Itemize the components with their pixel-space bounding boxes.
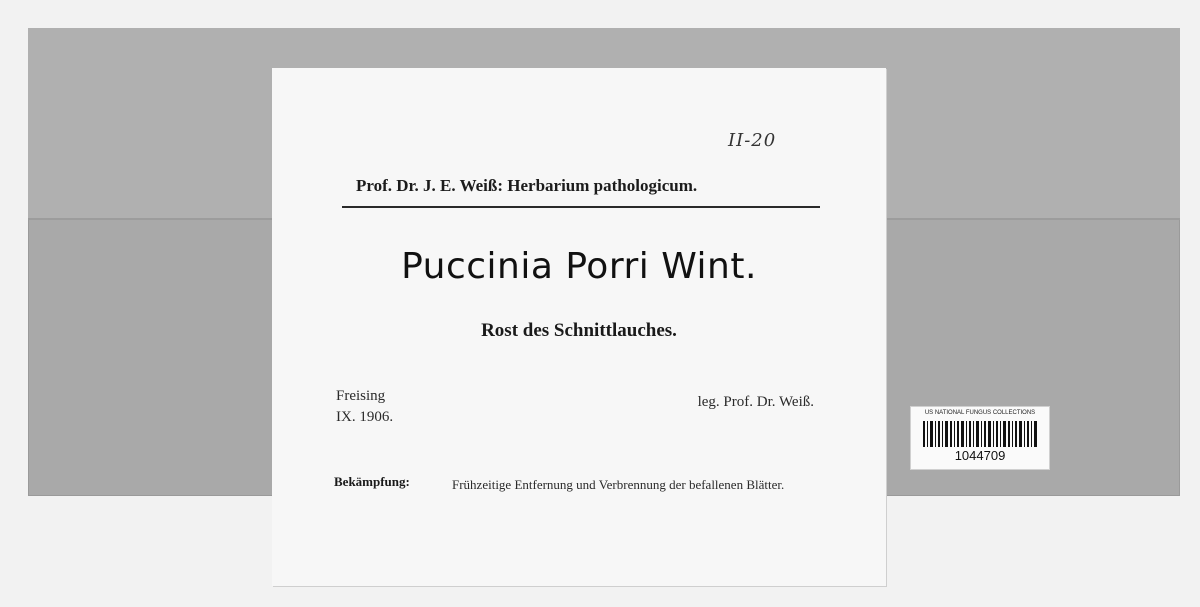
barcode-number: 1044709 (954, 448, 1006, 463)
handwritten-note: II-20 (728, 130, 777, 151)
control-label: Bekämpfung: (334, 474, 410, 489)
barcode-label (910, 406, 1050, 470)
control-text: Frühzeitige Entfernung und Verbrennung der befallenen Blätter. (452, 477, 785, 492)
collector: leg. Prof. Dr. Weiß. (697, 394, 814, 410)
species-name: Puccinia Porri Wint. (401, 246, 757, 287)
barcode-icon (923, 421, 1037, 447)
header-rule (342, 206, 820, 208)
locality: Freising (336, 388, 386, 404)
barcode-caption: US NATIONAL FUNGUS COLLECTIONS (924, 410, 1036, 416)
locality-block (336, 386, 393, 428)
herbarium-header: Prof. Dr. J. E. Weiß: Herbarium pathologicum. (356, 176, 698, 195)
common-name: Rost des Schnittlauches. (481, 320, 677, 341)
herbarium-label (272, 68, 886, 586)
collection-date: IX. 1906. (336, 409, 394, 425)
